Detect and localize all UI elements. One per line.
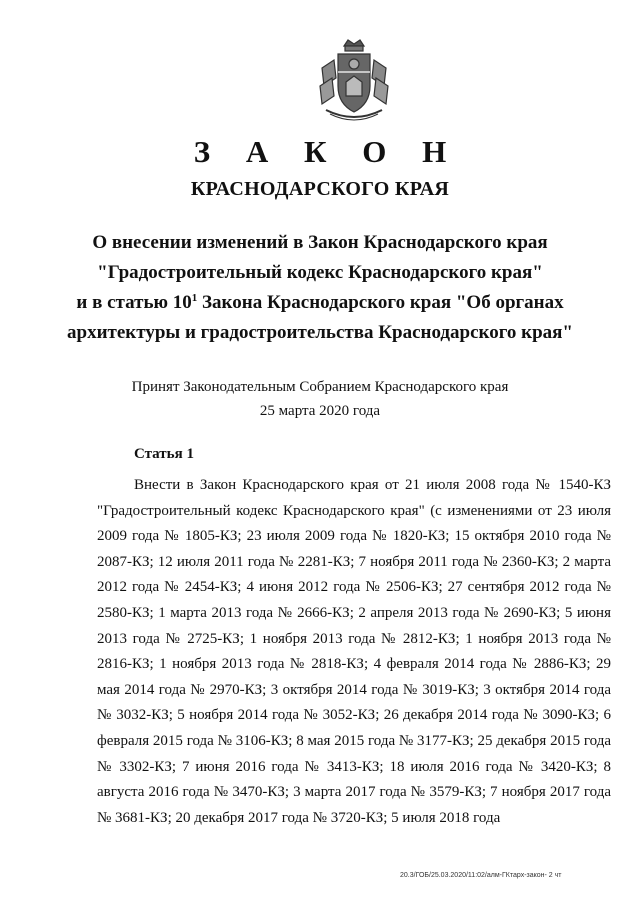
adoption-date: 25 марта 2020 года: [259, 403, 381, 419]
article-body: [97, 473, 611, 831]
article-heading: Статья 1: [134, 446, 194, 462]
law-title-text: Закона Краснодарского края "Об органах: [197, 292, 564, 313]
adoption-body: Принят Законодательным Собранием Краснодарского края: [131, 379, 509, 395]
law-title-line: [40, 288, 600, 318]
superscript: 1: [191, 292, 198, 304]
law-title: [40, 228, 600, 348]
law-title-line: "Градостроительный кодекс Краснодарского края": [97, 262, 543, 283]
document-footer-code: 20.3/ГОБ/25.03.2020/11:02/алм-ГКтарх-закон- 2 чт: [400, 872, 562, 879]
document-region: КРАСНОДАРСКОГО КРАЯ: [190, 178, 450, 200]
document-title: З А К О Н: [193, 134, 461, 169]
law-title-line: О внесении изменений в Закон Краснодарского края: [92, 232, 548, 253]
law-title-line: архитектуры и градостроительства Краснодарского края": [67, 322, 573, 343]
coat-of-arms-icon: [316, 38, 392, 124]
article-text: Внести в Закон Краснодарского края от 21 июля 2008 года № 1540-КЗ "Градостроительный кодекс Краснодарского края" (с изменениями от 23 июля 2009 года № 1805-КЗ; 23 июля 2009 года № 1820-КЗ; 15 октября 2010 года № 2087-КЗ; 12 июля 2011 года № 2281-КЗ; 7 ноября 2011 года № 2360-КЗ; 2 марта 2012 года № 2454-КЗ; 4 июня 2012 года № 2506-КЗ; 27 сентября 2012 года № 2580-КЗ; 1 марта 2013 года № 2666-КЗ; 2 апреля 2013 года № 2690-КЗ; 5 июня 2013 года № 2725-КЗ; 1 ноября 2013 года № 2812-КЗ; 1 ноября 2013 года № 2816-КЗ; 1 ноября 2013 года № 2818-КЗ; 4 февраля 2014 года № 2886-КЗ; 29 мая 2014 года № 2970-КЗ; 3 октября 2014 года № 3019-КЗ; 3 октября 2014 года № 3032-КЗ; 5 ноября 2014 года № 3052-КЗ; 26 декабря 2014 года № 3090-КЗ; 6 февраля 2015 года № 3106-КЗ; 8 мая 2015 года № 3177-КЗ; 25 декабря 2015 года № 3302-КЗ; 7 июня 2016 года № 3413-КЗ; 18 июля 2016 года № 3420-КЗ; 8 августа 2016 года № 3470-КЗ; 3 марта 2017 года № 3579-КЗ; 7 ноября 2017 года № 3681-КЗ; 20 декабря 2017 года № 3720-КЗ; 5 июля 2018 года: [97, 477, 611, 826]
adoption-note: [0, 375, 640, 423]
law-title-text: и в статью 10: [76, 292, 192, 313]
